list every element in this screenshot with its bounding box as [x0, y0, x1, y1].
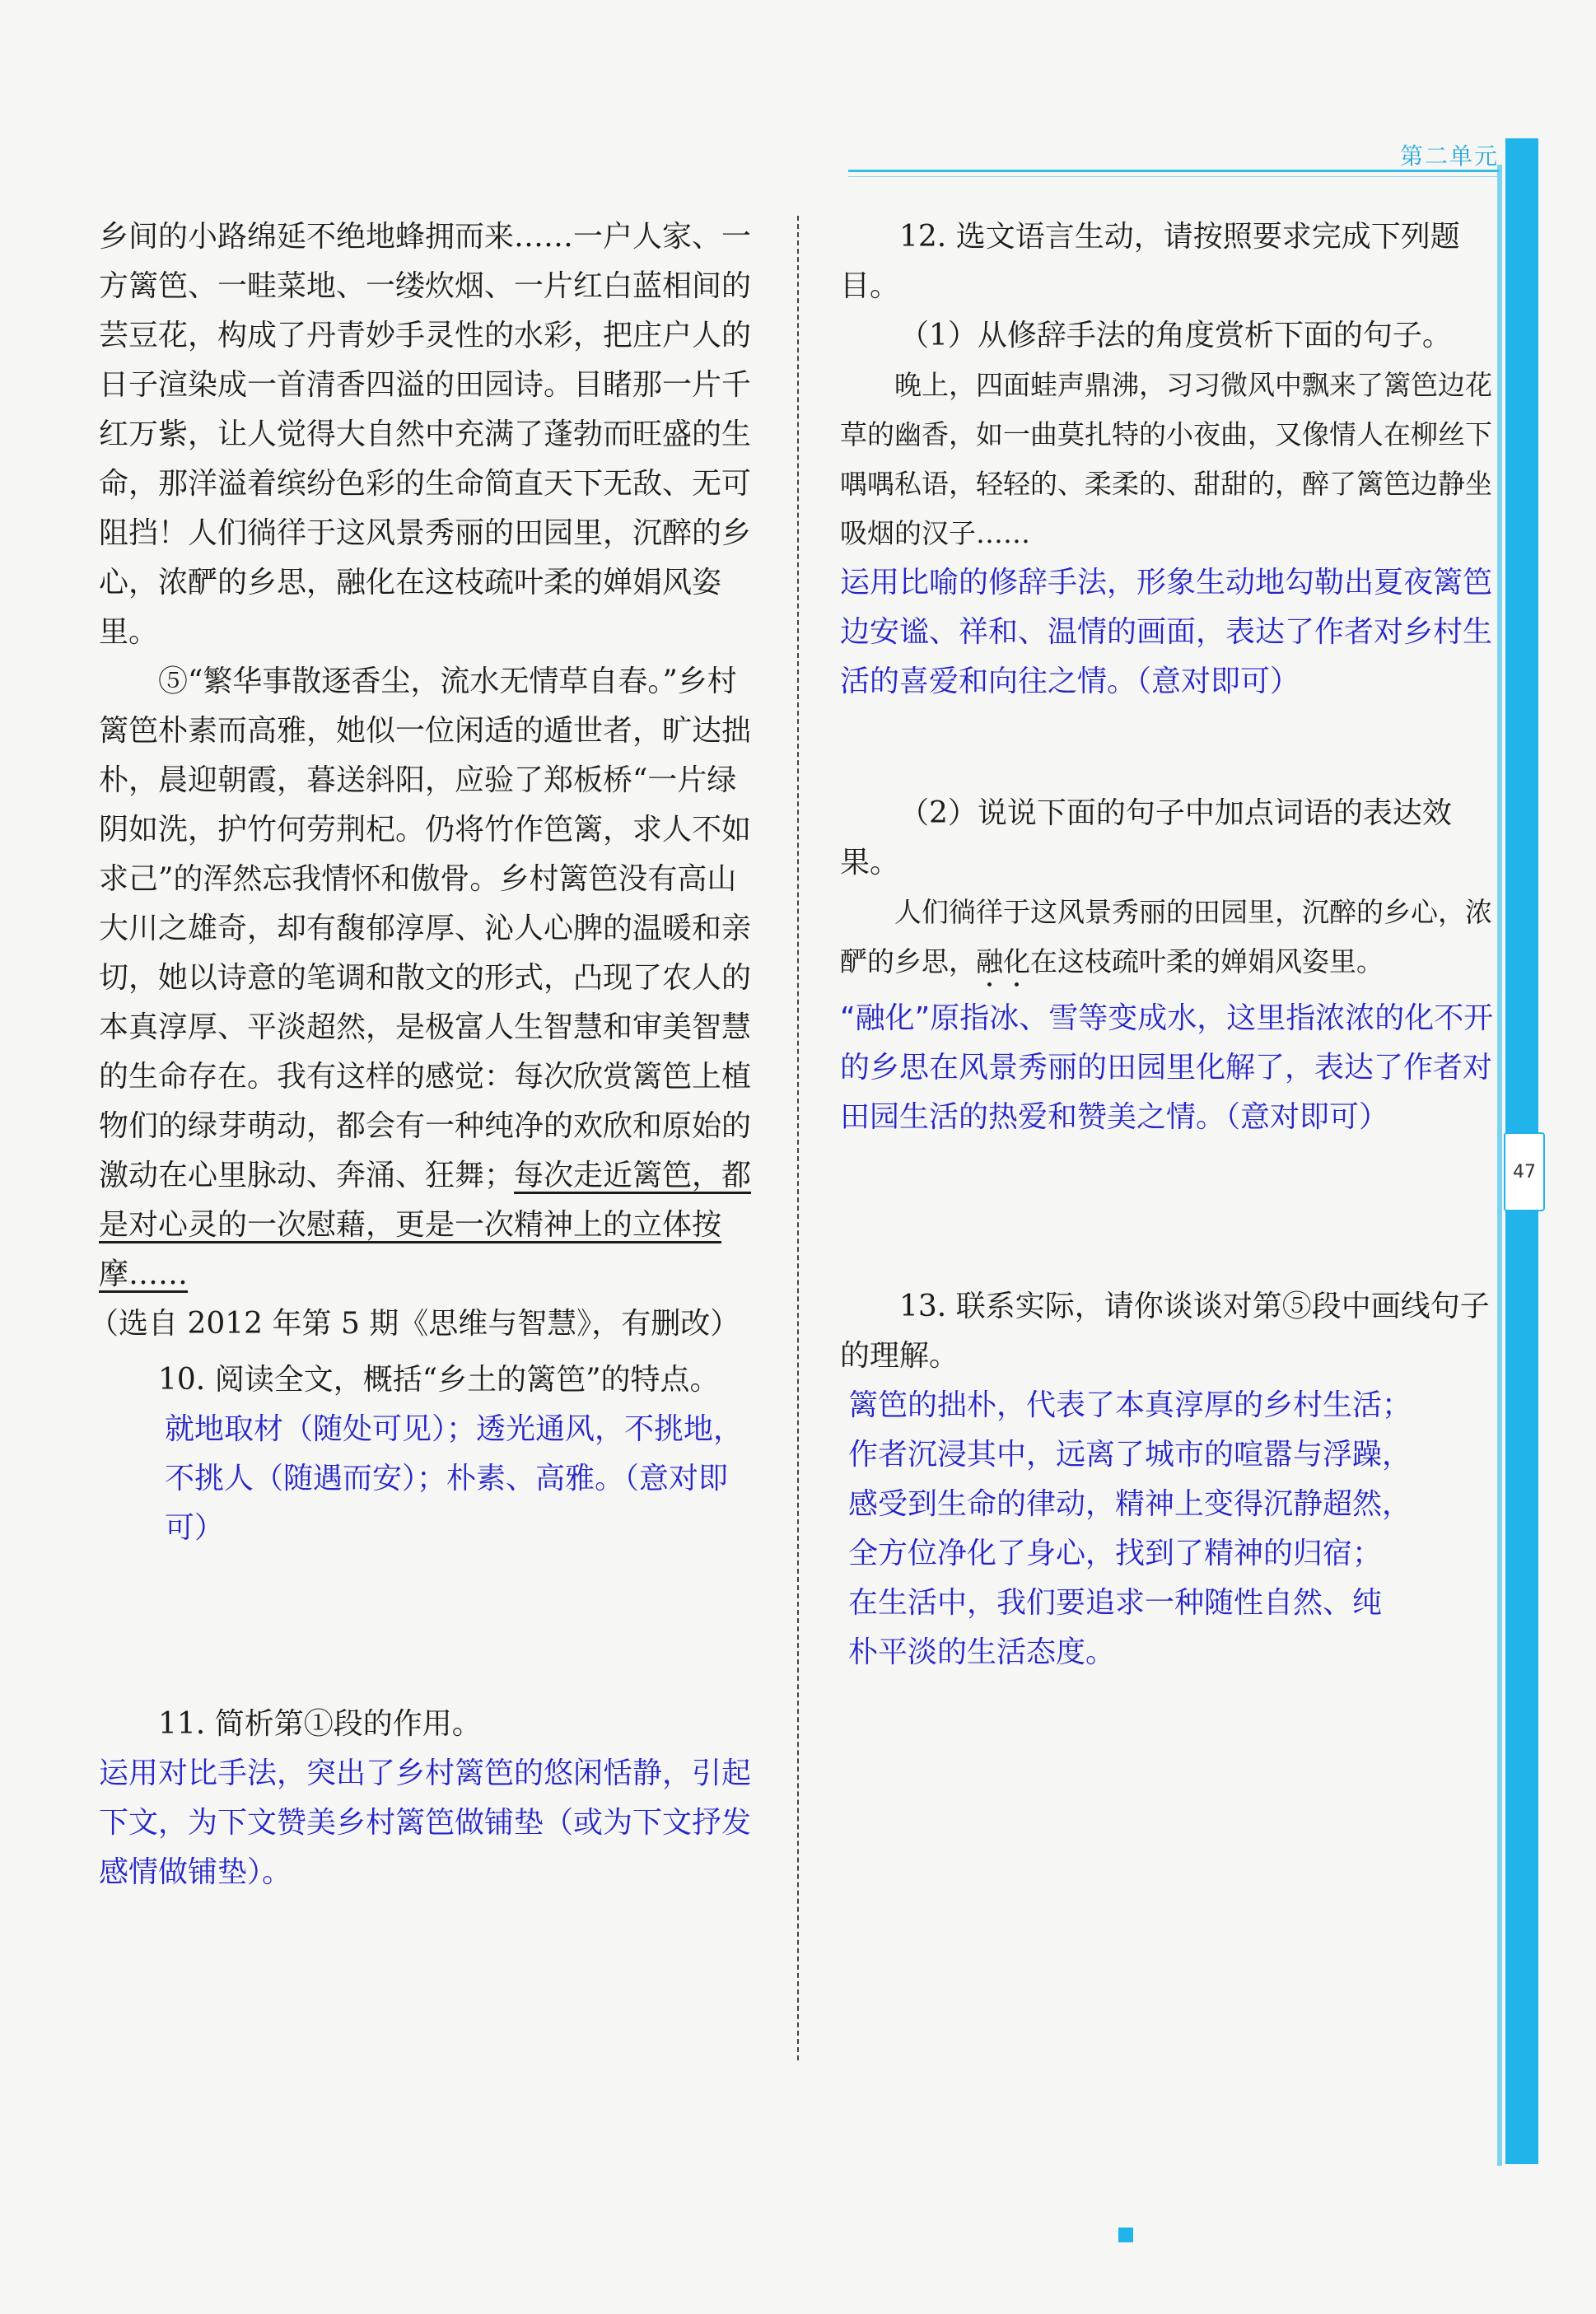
answer-13-line: 朴平淡的生活态度。: [848, 1635, 1116, 1669]
paragraph-5-text: ⑤“繁华事散逐香尘，流水无情草自春。”乡村篱笆朴素而高雅，她似一位闲适的遁世者，旷达拙朴，晨迎朝霞，暮送斜阳，应验了郑板桥“一片绿阴如洗，护竹何劳荆杞。仍将竹作笆篱，求人不如求己”的浑然忘我情怀和傲骨。乡村篱笆没有高山大川之雄奇，却有馥郁淳厚、沁人心脾的温暖和亲切，她以诗意的笔调和散文的形式，凸现了农人的本真淳厚、平淡超然，是极富人生智慧和审美智慧的生命存在。我有这样的感觉：每次欣赏篱笆上植物们的绿芽萌动，都会有一种纯净的欢欣和原始的激动在心里脉动、奔涌、狂舞；: [99, 665, 752, 1192]
quote-12-2: [840, 888, 1499, 994]
question-13: 13. 联系实际，请你谈谈对第⑤段中画线句子的理解。: [840, 1290, 1490, 1373]
answer-13-line: 在生活中，我们要追求一种随性自然、纯: [848, 1586, 1383, 1620]
question-12-sub2: （2）说说下面的句子中加点词语的表达效果。: [840, 796, 1452, 879]
right-column: [840, 212, 1499, 1677]
source-citation: （选自 2012 年第 5 期《思维与智慧》，有删改）: [89, 1307, 740, 1341]
answer-12-1: 运用比喻的修辞手法，形象生动地勾勒出夏夜篱笆边安谧、祥和、温情的画面，表达了作者对乡村生活的喜爱和向往之情。（意对即可）: [840, 566, 1493, 698]
dotted-word: 融化: [976, 945, 1030, 977]
column-divider: [797, 216, 799, 2060]
answer-12-2: “融化”原指冰、雪等变成水，这里指浓浓的化不开的乡思在风景秀丽的田园里化解了，表达了作者对田园生活的热爱和赞美之情。（意对即可）: [840, 1001, 1494, 1134]
answer-13-line: 全方位净化了身心，找到了精神的归宿；: [848, 1537, 1383, 1570]
unit-label: 第二单元: [1400, 142, 1500, 170]
answer-13-line: 感受到生命的律动，精神上变得沉静超然，: [848, 1487, 1412, 1521]
answer-13: [840, 1381, 1499, 1677]
answer-13-line: 篱笆的拙朴，代表了本真淳厚的乡村生活；: [848, 1388, 1412, 1422]
question-10: 10. 阅读全文，概括“乡土的篱笆”的特点。: [158, 1363, 720, 1397]
header-rule-thin: [848, 176, 1499, 177]
bottom-square-mark: [1118, 2228, 1133, 2242]
passage-paragraph: 乡间的小路绵延不绝地蜂拥而来……一户人家、一方篱笆、一畦菜地、一缕炊烟、一片红白蓝相间的芸豆花，构成了丹青妙手灵性的水彩，把庄户人的日子渲染成一首清香四溢的田园诗。目睹那一片千红万紫，让人觉得大自然中充满了蓬勃而旺盛的生命，那洋溢着缤纷色彩的生命简直天下无敌、无可阻挡！人们徜徉于这风景秀丽的田园里，沉醉的乡心，浓酽的乡思，融化在这枝疏叶柔的婵娟风姿里。: [99, 220, 752, 649]
question-12: 12. 选文语言生动，请按照要求完成下列题目。: [840, 220, 1460, 303]
passage-paragraph-5: [99, 657, 758, 1299]
page-number: 47: [1504, 1132, 1545, 1211]
quote-12-2-part-b: 在这枝疏叶柔的婵娟风姿里。: [1030, 945, 1384, 977]
question-12-sub1: （1）从修辞手法的角度赏析下面的句子。: [899, 319, 1452, 352]
quote-12-2-part-a: 人们徜徉于这风景秀丽的田园里，沉醉的乡心，浓酽的乡思，: [840, 896, 1492, 977]
quote-12-1: 晚上，四面蛙声鼎沸，习习微风中飘来了篱笆边花草的幽香，如一曲莫扎特的小夜曲，又像情人在柳丝下喁喁私语，轻轻的、柔柔的、甜甜的，醉了篱笆边静坐吸烟的汉子……: [840, 369, 1492, 549]
answer-10: 就地取材（随处可见）；透光通风，不挑地，不挑人（随遇而安）；朴素、高雅。（意对即可）: [165, 1412, 744, 1545]
answer-11: 运用对比手法，突出了乡村篱笆的悠闲恬静，引起下文，为下文赞美乡村篱笆做铺垫（或为下文抒发感情做铺垫）。: [99, 1756, 752, 1889]
question-11: 11. 简析第①段的作用。: [158, 1707, 482, 1741]
underlined-sentence: 每次走近篱笆，都是对心灵的一次慰藉，更是一次精神上的立体按摩……: [99, 1159, 752, 1291]
answer-13-line: 作者沉浸其中，远离了城市的喧嚣与浮躁，: [848, 1438, 1412, 1472]
left-column: [89, 212, 758, 1897]
